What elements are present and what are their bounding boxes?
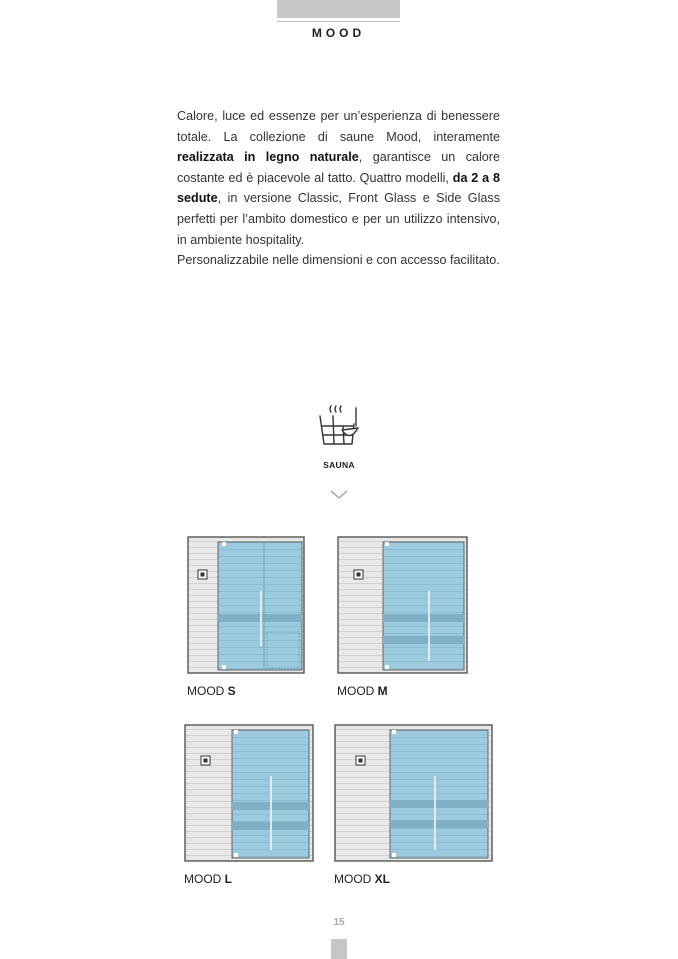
- model-size: XL: [374, 872, 391, 886]
- intro-text: [177, 106, 500, 271]
- model-prefix: MOOD: [184, 872, 225, 886]
- chevron-down-icon[interactable]: [330, 490, 348, 500]
- header-tab: [277, 0, 400, 18]
- model-mood-s-drawing: [187, 536, 305, 674]
- intro-bold-natural-wood: realizzata in legno naturale: [177, 150, 359, 165]
- intro-bold-seats: da 2 a 8 sedute: [177, 170, 500, 206]
- model-mood-l-drawing: [184, 724, 314, 862]
- model-mood-m-drawing: [337, 536, 468, 674]
- intro-text-segment: , garantisce un calore costante ed è piacevole al tatto. Quattro modelli,: [177, 150, 500, 185]
- intro-text-segment: Calore, luce ed essenze per un’esperienza di benessere totale. La collezione di saune Mood, interamente: [177, 109, 500, 144]
- model-prefix: MOOD: [337, 684, 378, 698]
- footer-tab: [331, 939, 347, 959]
- model-size: M: [377, 684, 388, 698]
- header-rule: [277, 21, 400, 22]
- model-prefix: MOOD: [334, 872, 375, 886]
- page-number: 15: [333, 917, 345, 928]
- model-label-mood-l: [184, 872, 232, 886]
- intro-paragraph-2: Personalizzabile nelle dimensioni e con accesso facilitato.: [177, 253, 500, 268]
- model-label-mood-xl: [334, 872, 390, 886]
- page-title: MOOD: [311, 26, 366, 40]
- model-mood-xl-drawing: [334, 724, 493, 862]
- model-label-mood-s: [187, 684, 236, 698]
- category-label: SAUNA: [323, 460, 355, 470]
- model-size: L: [224, 872, 233, 886]
- intro-paragraph-1: [177, 106, 500, 250]
- intro-text-segment: , in versione Classic, Front Glass e Side Glass perfetti per l’ambito domestico e per un utilizzo intensivo, in ambiente hospitality.: [177, 191, 500, 247]
- model-prefix: MOOD: [187, 684, 228, 698]
- sauna-icon: [316, 404, 362, 450]
- model-size: S: [227, 684, 236, 698]
- model-label-mood-m: [337, 684, 388, 698]
